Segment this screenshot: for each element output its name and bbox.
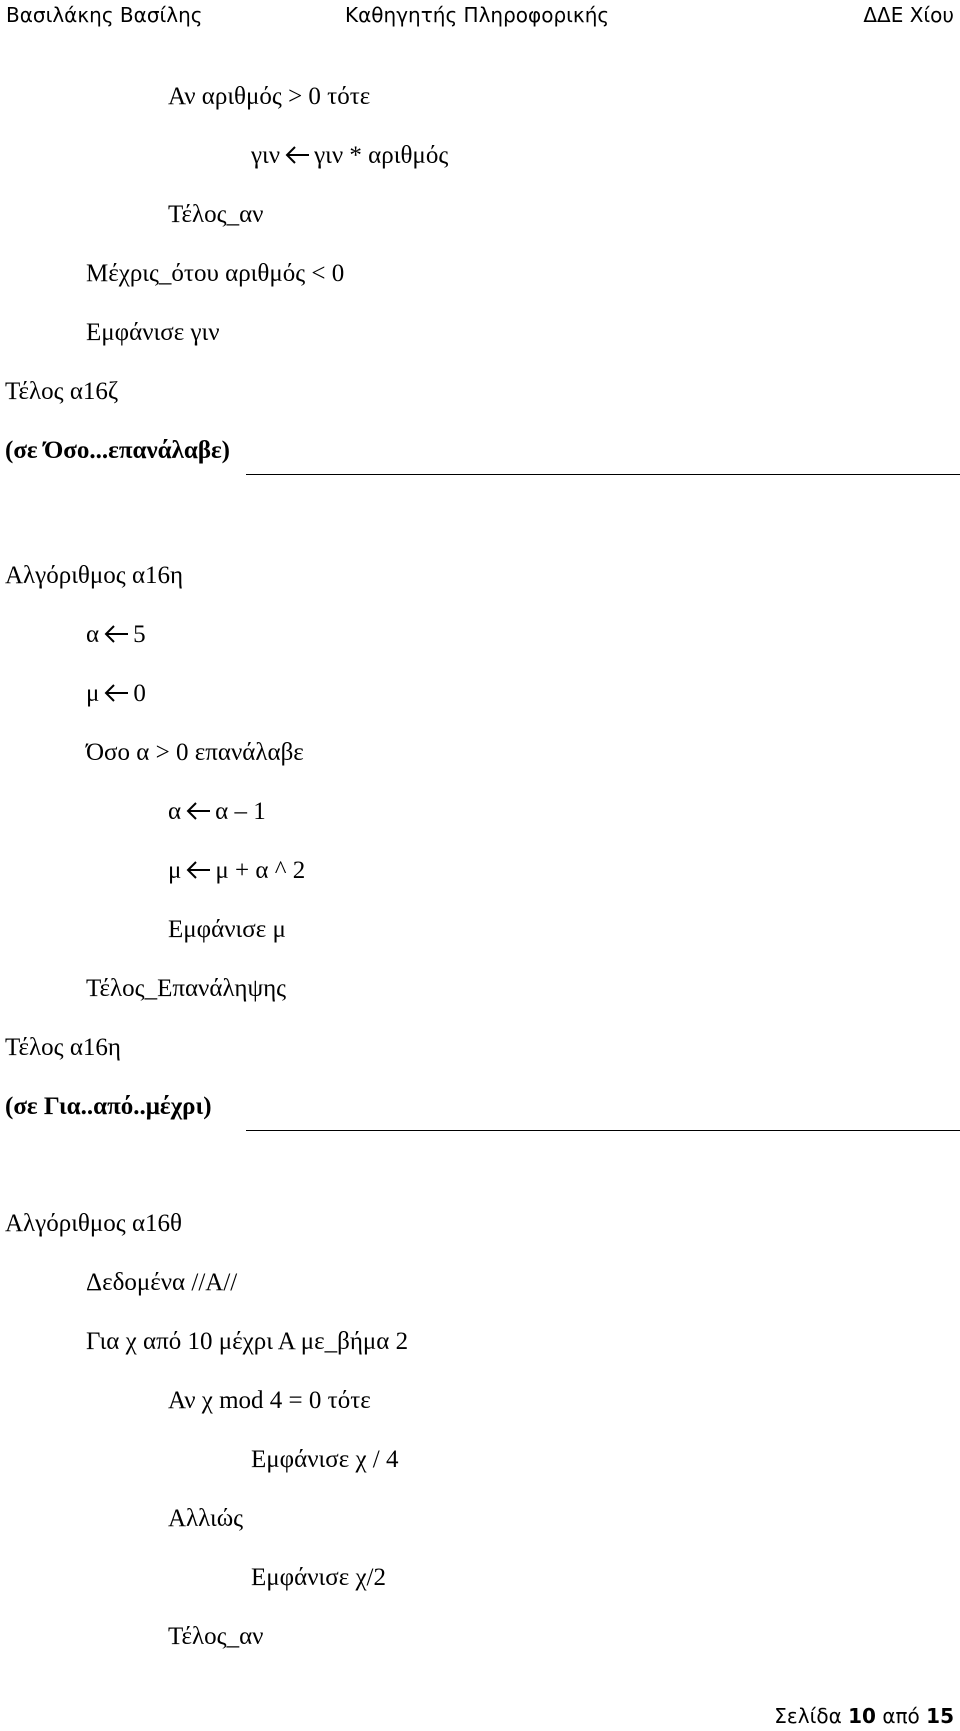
code-line: Αλγόριθμος α16η — [5, 562, 184, 589]
code-line: μ μ + α ^ 2 — [168, 857, 306, 884]
code-line: Εμφάνισε γιν — [86, 319, 220, 346]
code-line: γιν γιν * αριθμός — [251, 142, 449, 169]
code-line: Τέλος_αν — [168, 201, 264, 228]
code-line: Εμφάνισε χ/2 — [251, 1564, 386, 1591]
code-line: Τέλος_αν — [168, 1623, 264, 1650]
left-arrow-icon — [284, 145, 310, 165]
code-line: Τέλος α16η — [5, 1034, 121, 1061]
code-line: Εμφάνισε μ — [168, 916, 286, 943]
code-line: Τέλος_Επανάληψης — [86, 975, 287, 1002]
code-line: μ 0 — [86, 680, 146, 707]
code-line: α α – 1 — [168, 798, 266, 825]
left-arrow-icon — [185, 801, 211, 821]
footer-page-total: 15 — [926, 1704, 954, 1728]
code-line: Αλλιώς — [168, 1505, 244, 1532]
code-line: Για χ από 10 μέχρι Α με_βήμα 2 — [86, 1328, 409, 1355]
code-line: Αν αριθμός > 0 τότε — [168, 83, 371, 110]
code-line: α 5 — [86, 621, 146, 648]
code-line: Δεδομένα //Α// — [86, 1269, 238, 1296]
code-line: Μέχρις_ότου αριθμός < 0 — [86, 260, 345, 287]
code-line: Εμφάνισε χ / 4 — [251, 1446, 399, 1473]
header-author: Βασιλάκης Βασίλης — [6, 3, 203, 27]
page-footer — [774, 1701, 954, 1731]
header-role: Καθηγητής Πληροφορικής — [345, 3, 610, 27]
footer-page-number: 10 — [848, 1704, 876, 1728]
section-heading: (σε Για..από..μέχρι) — [5, 1093, 212, 1120]
code-line: Τέλος α16ζ — [5, 378, 119, 405]
heading-rule — [246, 1130, 960, 1131]
code-line: Όσο α > 0 επανάλαβε — [86, 739, 304, 766]
footer-page-word: Σελίδα — [774, 1704, 842, 1728]
page-header — [6, 0, 954, 30]
code-line: Αλγόριθμος α16θ — [5, 1210, 183, 1237]
code-line: Αν χ mod 4 = 0 τότε — [168, 1387, 371, 1414]
heading-rule — [246, 474, 960, 475]
header-school: ΔΔΕ Χίου — [863, 3, 954, 27]
footer-of-word: από — [882, 1704, 920, 1728]
left-arrow-icon — [185, 860, 211, 880]
left-arrow-icon — [103, 683, 129, 703]
section-heading: (σε Όσο...επανάλαβε) — [5, 437, 231, 464]
left-arrow-icon — [103, 624, 129, 644]
